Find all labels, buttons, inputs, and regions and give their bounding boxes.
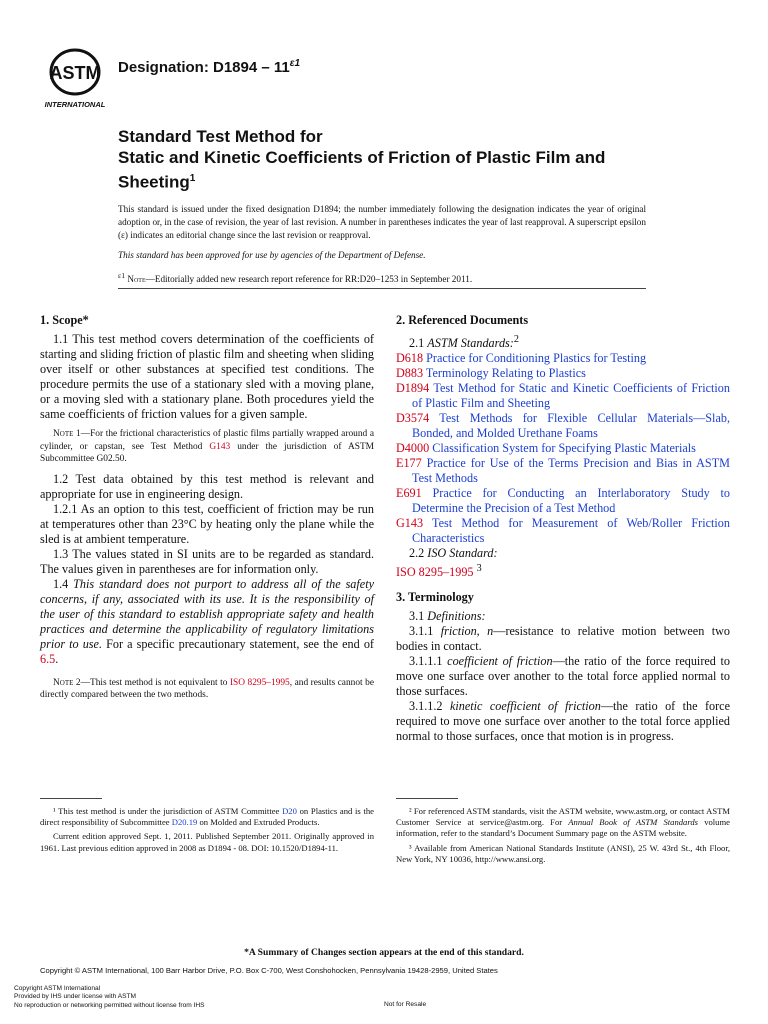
- footnote-1: [40, 806, 374, 828]
- reference-title-link[interactable]: Test Method for Static and Kinetic Coefficients of Friction of Plastic Film and Sheeting: [412, 381, 730, 411]
- reference-title-link[interactable]: Practice for Use of the Terms Precision and Bias in ASTM Test Methods: [412, 456, 730, 486]
- t3-num: 3.1.1.2: [409, 699, 450, 714]
- iso-num: 2.2: [409, 546, 428, 561]
- t2-term: coefficient of friction: [447, 654, 553, 669]
- reference-item: [396, 381, 730, 411]
- epsilon-note: [118, 269, 646, 286]
- dod-statement: This standard has been approved for use by agencies of the Department of Defense.: [118, 250, 426, 260]
- para-1-1: 1.1 This test method covers determination of the coefficients of starting and sliding friction of plastic film and sheeting when sliding over itself or other substances at specified test conditions. The procedure permits the use of a stationary sled with a moving plane, or a moving sled with a stationary plane. Both procedures yield the same coefficients of friction values for a given sample.: [40, 332, 374, 421]
- astm-standards-label: [396, 332, 730, 351]
- link-iso-8295-ref[interactable]: ISO 8295–1995: [396, 565, 474, 580]
- note1-text-a: 1—For the frictional characteristics of plastic films partially wrapped around a cylinder, or capstan, see Test Method: [40, 429, 374, 452]
- references-heading: 2. Referenced Documents: [396, 313, 529, 327]
- epsilon-sup: ε1: [118, 271, 126, 280]
- p1-4-rest: For a specific precautionary statement, see the end of: [102, 636, 374, 651]
- reference-code-link[interactable]: D3574: [396, 411, 430, 426]
- not-for-resale: Not for Resale: [384, 1001, 427, 1008]
- reference-item: [396, 351, 730, 366]
- para-1-3: 1.3 The values stated in SI units are to be regarded as standard. The values given in parentheses are for information only.: [40, 546, 374, 576]
- fn2-a: ² For referenced ASTM standards, visit the ASTM website, www.astm.org, or contact ASTM Customer Service at service@astm.org. For: [396, 806, 730, 828]
- intro-block: [118, 203, 646, 293]
- defs-label: Definitions:: [427, 609, 486, 624]
- t3-text: —the ratio of the force required to move one surface over another to the total force applied normal to those surfaces, once that motion is in progress.: [396, 699, 731, 744]
- designation-sup: ε1: [289, 58, 301, 69]
- epsilon-text: —Editorially added new research report reference for RR:D20–1253 in September 2011.: [145, 274, 473, 285]
- footnote-divider-left: [40, 798, 102, 799]
- reference-item: [396, 486, 730, 516]
- designation: [118, 58, 300, 76]
- footnote-2: [396, 806, 730, 840]
- t2-text: —the ratio of the force required to move one surface over another to the total force applied normal to those surfaces.: [396, 654, 730, 699]
- t1-term: friction, n: [440, 624, 494, 639]
- astm-sup: 2: [513, 334, 519, 345]
- logo-text: ASTM: [49, 63, 101, 83]
- copyright-line: Copyright © ASTM International, 100 Barr Harbor Drive, P.O. Box C-700, West Conshohocken, Pennsylvania 19428-2959, United States: [40, 966, 498, 975]
- title-text: Static and Kinetic Coefficients of Friction of Plastic Film and Sheeting: [118, 148, 606, 192]
- link-6-5[interactable]: 6.5: [40, 651, 56, 666]
- iso-standard-label: [396, 546, 730, 561]
- p1-4-italic: This standard does not purport to address all of the safety concerns, if any, associated with its use. It is the responsibility of the user of this standard to establish appropriate safety and health practices and determine the applicability of regulatory limitations prior to use.: [40, 576, 374, 651]
- term-friction: [396, 624, 730, 654]
- iso-sup: 3: [476, 563, 482, 575]
- para-1-4: [40, 577, 374, 667]
- left-column: [40, 313, 374, 708]
- para-1-2: 1.2 Test data obtained by this test method is relevant and appropriate for use in engineering design.: [40, 471, 374, 501]
- iso-reference: [396, 561, 730, 580]
- term-kinetic-coefficient: [396, 699, 730, 744]
- license-line-2: Provided by IHS under license with ASTM: [14, 993, 137, 1001]
- reference-code-link[interactable]: D4000: [396, 441, 430, 456]
- title-sup: 1: [189, 173, 196, 184]
- note1-label: Note: [53, 429, 74, 439]
- scope-heading: 1. Scope*: [40, 313, 89, 327]
- title-line1: Standard Test Method for: [118, 127, 323, 146]
- license-line-3: No reproduction or networking permitted without license from IHS: [14, 1001, 205, 1009]
- header-divider: [118, 288, 646, 289]
- terminology-heading: 3. Terminology: [396, 590, 474, 605]
- reference-item: [396, 411, 730, 441]
- note2-text-a: 2—This test method is not equivalent to: [73, 677, 230, 688]
- t1-num: 3.1.1: [409, 624, 441, 639]
- iso-label: ISO Standard:: [427, 546, 498, 561]
- astm-logo: [40, 46, 110, 110]
- definitions-label: [396, 609, 730, 624]
- document-title: [118, 126, 678, 193]
- fn2-italic: Annual Book of ASTM Standards: [568, 817, 699, 828]
- footnote-1-edition: Current edition approved Sept. 1, 2011. Published September 2011. Originally approved in 1961. Last previous edition approved in 2008 as D1894 - 08. DOI: 10.1520/D1894-11.: [40, 831, 374, 853]
- reference-item: [396, 366, 730, 381]
- reference-item: [396, 441, 730, 456]
- astm-num: 2.1: [409, 336, 428, 351]
- note-1: [40, 428, 374, 466]
- reference-code-link[interactable]: E177: [396, 456, 422, 471]
- reference-code-link[interactable]: D618: [396, 351, 424, 366]
- reference-code-link[interactable]: G143: [396, 516, 424, 531]
- license-block: [14, 985, 205, 1010]
- reference-title-link[interactable]: Practice for Conditioning Plastics for Testing: [426, 351, 647, 366]
- footnotes-right: [396, 806, 730, 868]
- designation-label: Designation: D1894 – 11: [118, 59, 290, 76]
- footnote-3: ³ Available from American National Standards Institute (ANSI), 25 W. 43rd St., 4th Floor, New York, NY 10036, http://www.ansi.org.: [396, 842, 730, 864]
- t1-text: —resistance to relative motion between two bodies in contact.: [396, 624, 731, 654]
- reference-code-link[interactable]: D1894: [396, 381, 430, 396]
- fn1-a: ¹ This test method is under the jurisdiction of ASTM Committee: [53, 806, 283, 816]
- term-coefficient-of-friction: [396, 654, 730, 699]
- link-g143[interactable]: G143: [209, 441, 231, 452]
- license-line-1: Copyright ASTM International: [14, 985, 101, 992]
- reference-code-link[interactable]: D883: [396, 366, 424, 381]
- footnote-divider-right: [396, 798, 458, 799]
- reference-title-link[interactable]: Test Methods for Flexible Cellular Materials—Slab, Bonded, and Molded Urethane Foams: [412, 411, 730, 441]
- logo-subtext: INTERNATIONAL: [44, 100, 106, 109]
- note2-text-b: , and results cannot be directly compared between the two methods.: [40, 677, 374, 700]
- note1-text-b: under the jurisdiction of ASTM Subcommittee G02.50.: [40, 441, 375, 464]
- link-d20-19[interactable]: D20.19: [171, 817, 198, 828]
- t3-term: kinetic coefficient of friction: [449, 699, 601, 714]
- reference-code-link[interactable]: E691: [396, 486, 422, 501]
- defs-num: 3.1: [409, 609, 428, 624]
- reference-title-link[interactable]: Terminology Relating to Plastics: [425, 366, 586, 381]
- fn1-c: on Molded and Extruded Products.: [197, 817, 320, 828]
- link-d20[interactable]: D20: [282, 806, 297, 816]
- summary-of-changes: *A Summary of Changes section appears at the end of this standard.: [244, 947, 524, 958]
- issued-statement: This standard is issued under the fixed designation D1894; the number immediately following the designation indicates the year of original adoption or, in the case of revision, the year of last revision. A number in parentheses indicates the year of last reapproval. A superscript epsilon (ε) indicates an editorial change since the last revision or reapproval.: [118, 204, 646, 240]
- fn2-b: volume information, refer to the standard’s Document Summary page on the ASTM website.: [396, 817, 730, 839]
- title-line2: [118, 147, 678, 193]
- reference-title-link[interactable]: Classification System for Specifying Plastic Materials: [432, 441, 696, 456]
- right-column: [396, 313, 730, 744]
- reference-list: [396, 351, 730, 546]
- para-1-2-1: 1.2.1 As an option to this test, coefficient of friction may be run at temperatures other than 23°C by heating only the plane while the sled is at ambient temperature.: [40, 501, 374, 546]
- reference-title-link[interactable]: Practice for Conducting an Interlaboratory Study to Determine the Precision of a Test Method: [412, 486, 730, 516]
- p1-4-end: .: [55, 651, 59, 666]
- fn1-b: on Plastics and is the direct responsibility of Subcommittee: [40, 806, 374, 828]
- reference-item: [396, 516, 730, 546]
- epsilon-label: Note: [127, 274, 146, 285]
- link-iso-8295[interactable]: ISO 8295–1995: [229, 677, 290, 688]
- note2-label: Note: [53, 677, 74, 688]
- t2-num: 3.1.1.1: [409, 654, 448, 669]
- reference-item: [396, 456, 730, 486]
- astm-label: ASTM Standards:: [427, 336, 514, 351]
- p1-4-num: 1.4: [53, 576, 74, 591]
- note-2: [40, 677, 374, 702]
- footnotes-left: [40, 806, 374, 857]
- reference-title-link[interactable]: Test Method for Measurement of Web/Roller Friction Characteristics: [412, 516, 730, 546]
